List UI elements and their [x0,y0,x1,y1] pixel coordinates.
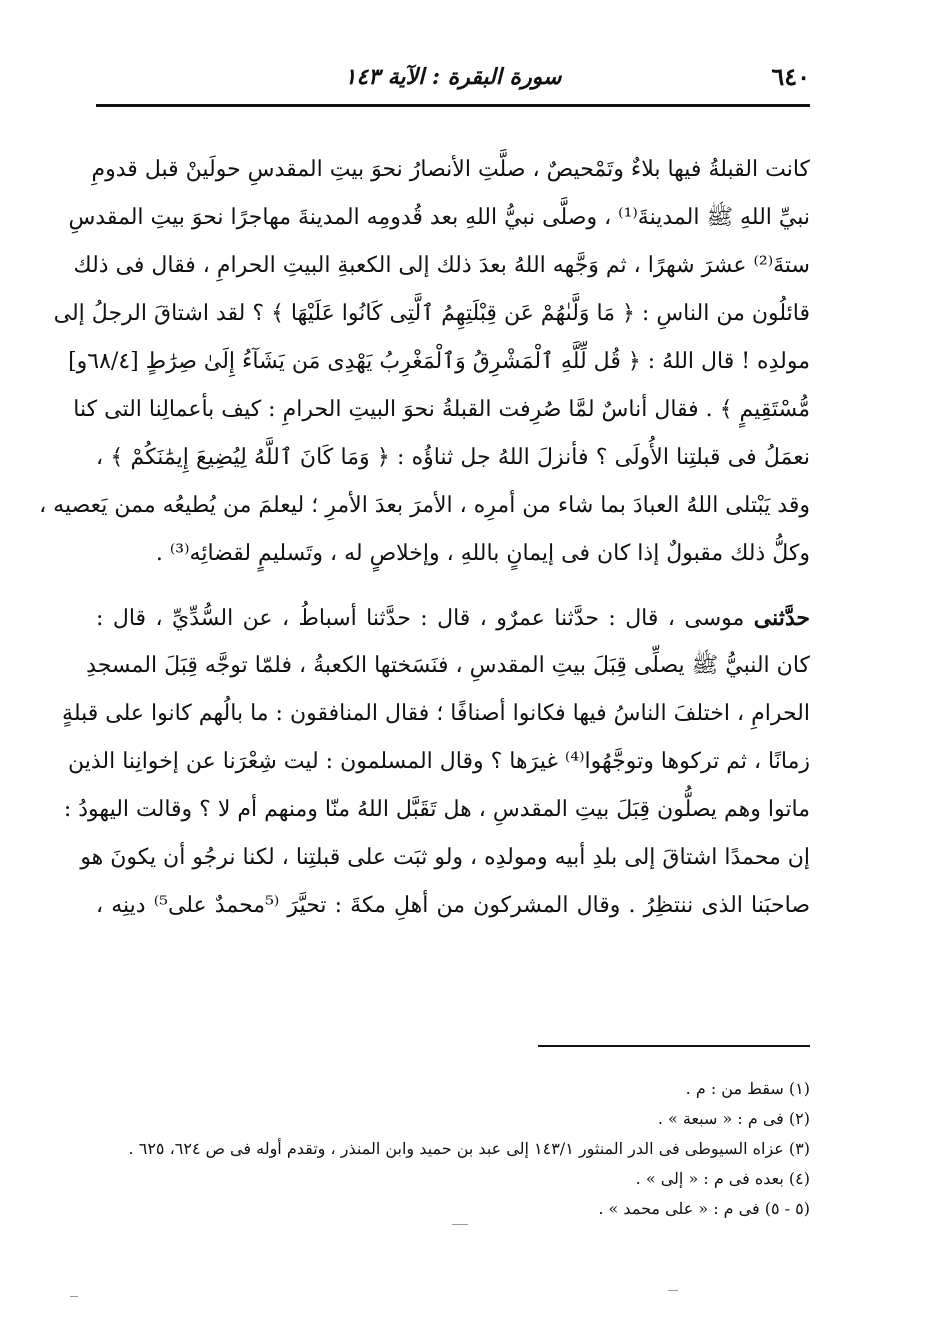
running-title: سورة البقرة : الآية ١٤٣ [344,64,562,90]
text-line: كانت القبلةُ فيها بلاءٌ وتَمْحيصٌ ، صلَّتِ الأنصارُ نحوَ بيتِ المقدسِ حولَينْ قبل قدومِ [91,157,810,182]
paragraph-2 [62,594,811,930]
scan-speck [668,1290,678,1291]
text-line: وكلُّ ذلك مقبولٌ إذا كان فى إيمانٍ باللهِ ، وإخلاصٍ له ، وتَسليمٍ لقضائِه⁽³⁾ . [155,541,810,566]
text-line: كان النبيُّ ﷺ يصلِّى قِبَلَ بيتِ المقدسِ ، فنَسَختها الكعبةُ ، فلمّا توجَّه قِبَلَ المسجدِ [86,653,810,678]
footnote: (٣) عزاه السيوطى فى الدر المنثور ١٤٣/١ إلى عبد بن حميد وابن المنذر ، وتقدم أوله فى ص ٦٢٤، ٦٢٥ . [128,1139,810,1158]
footnote-rule [538,1045,810,1047]
paragraph-1 [39,146,810,578]
page-header [96,58,810,102]
footnote: (٢) فى م : « سبعة » . [657,1109,810,1128]
paragraph-lead: حدَّثنى [753,605,810,631]
text-line: ستةَ⁽²⁾ عشرَ شهرًا ، ثم وَجَّهه اللهُ بعدَ ذلك إلى الكعبةِ البيتِ الحرامِ ، فقال فى ذلك [73,253,810,278]
header-rule [96,104,810,107]
footnote: (٤) بعده فى م : « إلى » . [635,1169,810,1188]
text-line [96,594,810,642]
main-text [39,146,811,930]
text-line: ماتوا وهم يصلُّون قِبَلَ بيتِ المقدسِ ، هل تَقَبَّل اللهُ منّا ومنهم أم لا ؟ وقالت اليهودُ : [63,797,810,822]
page-number: ٦٤٠ [771,62,810,91]
text-line: صاحبَنا الذى ننتظِرُ . وقال المشركون من أهلِ مكةَ : تحيَّرَ ⁽⁵محمدٌ على⁵⁾ دينِه ، [96,893,811,918]
text-line: نعمَلُ فى قبلتِنا الأُولَى ؟ فأنزلَ اللهُ جل ثناؤُه : ﴿ وَمَا كَانَ ٱللَّهُ لِيُضِيعَ إِيمَٰنَكُمْ ﴾ ، [96,445,810,470]
footnote: (٥ - ٥) فى م : « على محمد » . [598,1199,810,1218]
text-line: مُّسْتَقِيمٍ ﴾ . فقال أناسٌ لمَّا صُرِفت القبلةُ نحوَ البيتِ الحرامِ : كيف بأعمالِنا التى كنا [73,397,810,422]
text-line: إن محمدًا اشتاقَ إلى بلدِ أبيه ومولدِه ، ولو ثبَت على قبلتِنا ، لكنا نرجُو أن يكونَ هو [80,845,810,870]
text-line: مولدِه ! قال اللهُ : ﴿ قُل لِّلَّهِ ٱلْمَشْرِقُ وَٱلْمَغْرِبُ يَهْدِى مَن يَشَآءُ إِلَىٰ صِرَٰطٍ [٦٨/٤و] [68,349,810,374]
scan-speck [70,1296,78,1297]
footnotes [96,1074,810,1224]
text-line: وقد يَبْتلى اللهُ العبادَ بما شاء من أمرِه ، الأمرَ بعدَ الأمرِ ؛ ليعلمَ من يُطيعُه ممن يَعصيه ، [39,493,810,518]
text-line: نبيِّ اللهِ ﷺ المدينةَ⁽¹⁾ ، وصلَّى نبيُّ اللهِ بعد قُدومِه المدينةَ مهاجرًا نحوَ بيتِ المقدسِ [68,205,810,230]
footnote: (١) سقط من : م . [685,1079,810,1098]
text-line: قائلُون من الناسِ : ﴿ مَا وَلَّىٰهُمْ عَن قِبْلَتِهِمُ ٱلَّتِى كَانُوا عَلَيْهَا ﴾ ؟ لقد اشتاقَ الرجلُ إلى [53,301,810,326]
text-line-rest: موسى ، قال : حدَّثنا عمرٌو ، قال : حدَّثنا أسباطُ ، عن السُّدِّيِّ ، قال : [96,606,754,631]
paragraph-gap [96,578,810,594]
scan-speck [452,1224,468,1225]
text-line: الحرامِ ، اختلفَ الناسُ فيها فكانوا أصنافًا ؛ فقال المنافقون : ما بالُهم كانوا على قبلةٍ [62,701,810,726]
text-line: زمانًا ، ثم تركوها وتوجَّهُوا⁽⁴⁾ غيرَها ؟ وقال المسلمون : ليت شِعْرَنا عن إخوانِنا الذين [68,749,810,774]
